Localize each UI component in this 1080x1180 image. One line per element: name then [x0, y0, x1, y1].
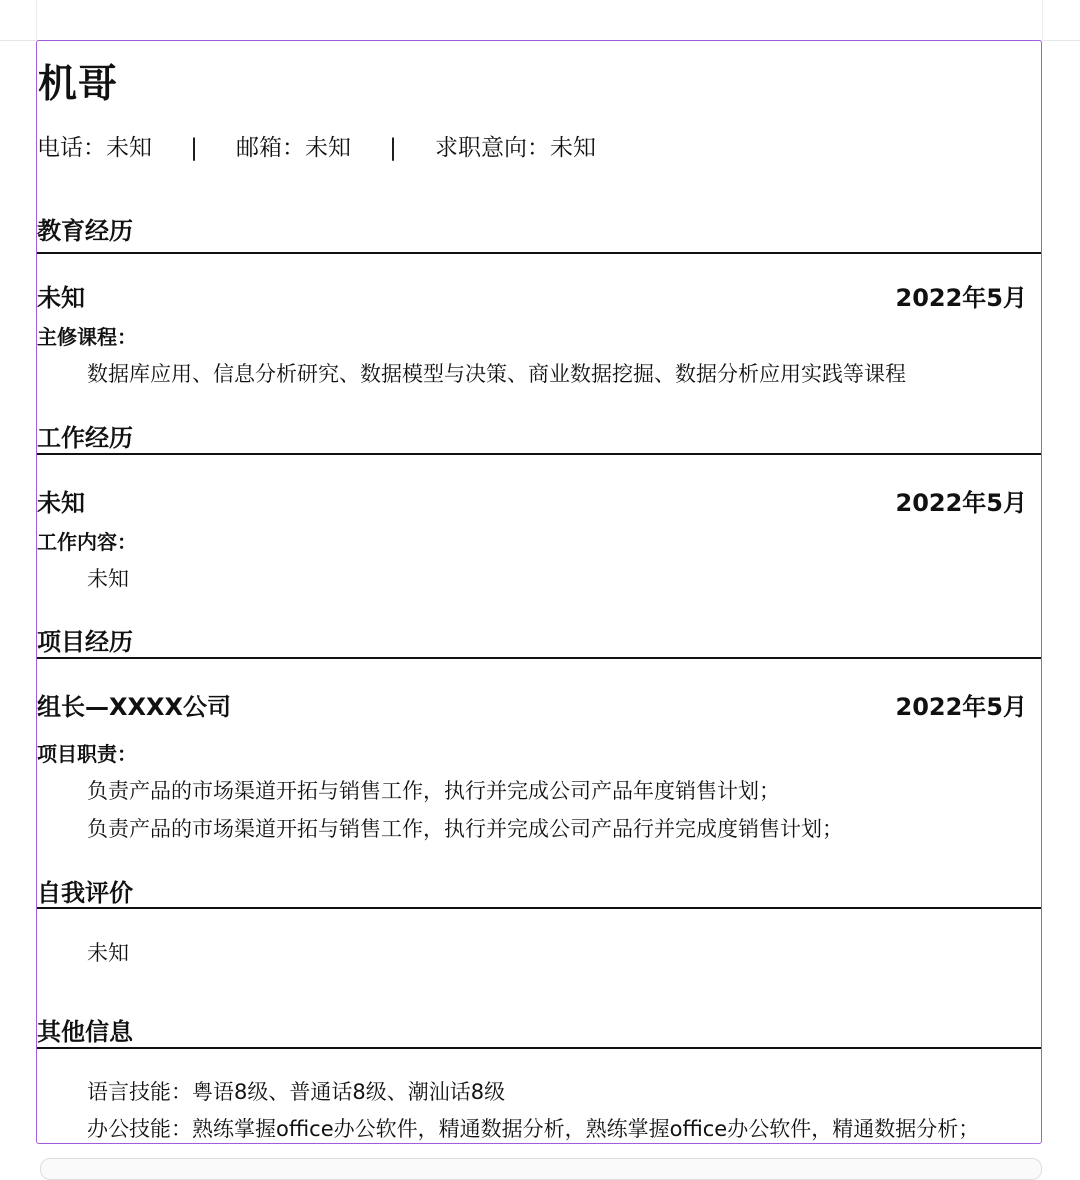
project-duty-label: 项目职责：	[37, 742, 137, 766]
education-entry-date: 2022年5月	[895, 284, 1027, 312]
project-duty-line: 负责产品的市场渠道开拓与销售工作，执行并完成公司产品行并完成度销售计划；	[87, 817, 843, 841]
contact-separator: |	[389, 135, 397, 161]
other-info-line: 办公技能：熟练掌握office办公软件，精通数据分析，熟练掌握office办公软件，精通数据分析；	[87, 1117, 980, 1141]
education-courses-label: 主修课程：	[37, 325, 137, 349]
section-title-other: 其他信息	[37, 1018, 133, 1046]
education-courses-line: 数据库应用、信息分析研究、数据模型与决策、商业数据挖掘、数据分析应用实践等课程	[87, 362, 906, 386]
page-gutter-right	[1042, 0, 1043, 40]
section-divider	[37, 1047, 1042, 1049]
contact-email: 邮箱：未知	[236, 135, 351, 161]
section-title-project: 项目经历	[37, 628, 133, 656]
resume-document[interactable]	[36, 40, 1042, 1144]
section-divider	[37, 657, 1042, 659]
project-entry-title: 组长—XXXX公司	[37, 693, 232, 721]
contact-line	[37, 129, 596, 162]
section-divider	[37, 453, 1042, 455]
education-entry-title: 未知	[37, 284, 85, 312]
section-title-education: 教育经历	[37, 217, 133, 245]
section-title-self-evaluation: 自我评价	[37, 879, 133, 907]
contact-intention: 求职意向：未知	[435, 135, 596, 161]
contact-separator: |	[190, 135, 198, 161]
work-content-label: 工作内容：	[37, 530, 137, 554]
top-strip	[0, 0, 1080, 41]
other-info-line: 语言技能：粤语8级、普通话8级、潮汕话8级	[87, 1080, 506, 1104]
self-evaluation-line: 未知	[87, 941, 129, 965]
section-divider	[37, 252, 1042, 254]
next-page-card	[40, 1158, 1042, 1180]
contact-phone: 电话：未知	[37, 135, 152, 161]
section-title-work: 工作经历	[37, 424, 133, 452]
project-duty-line: 负责产品的市场渠道开拓与销售工作，执行并完成公司产品年度销售计划；	[87, 779, 780, 803]
work-content-line: 未知	[87, 567, 129, 591]
project-entry-date: 2022年5月	[895, 693, 1027, 721]
resume-name: 机哥	[38, 62, 119, 107]
work-entry-date: 2022年5月	[895, 489, 1027, 517]
work-entry-title: 未知	[37, 489, 85, 517]
section-divider	[37, 907, 1042, 909]
page-gutter-left	[36, 0, 37, 40]
